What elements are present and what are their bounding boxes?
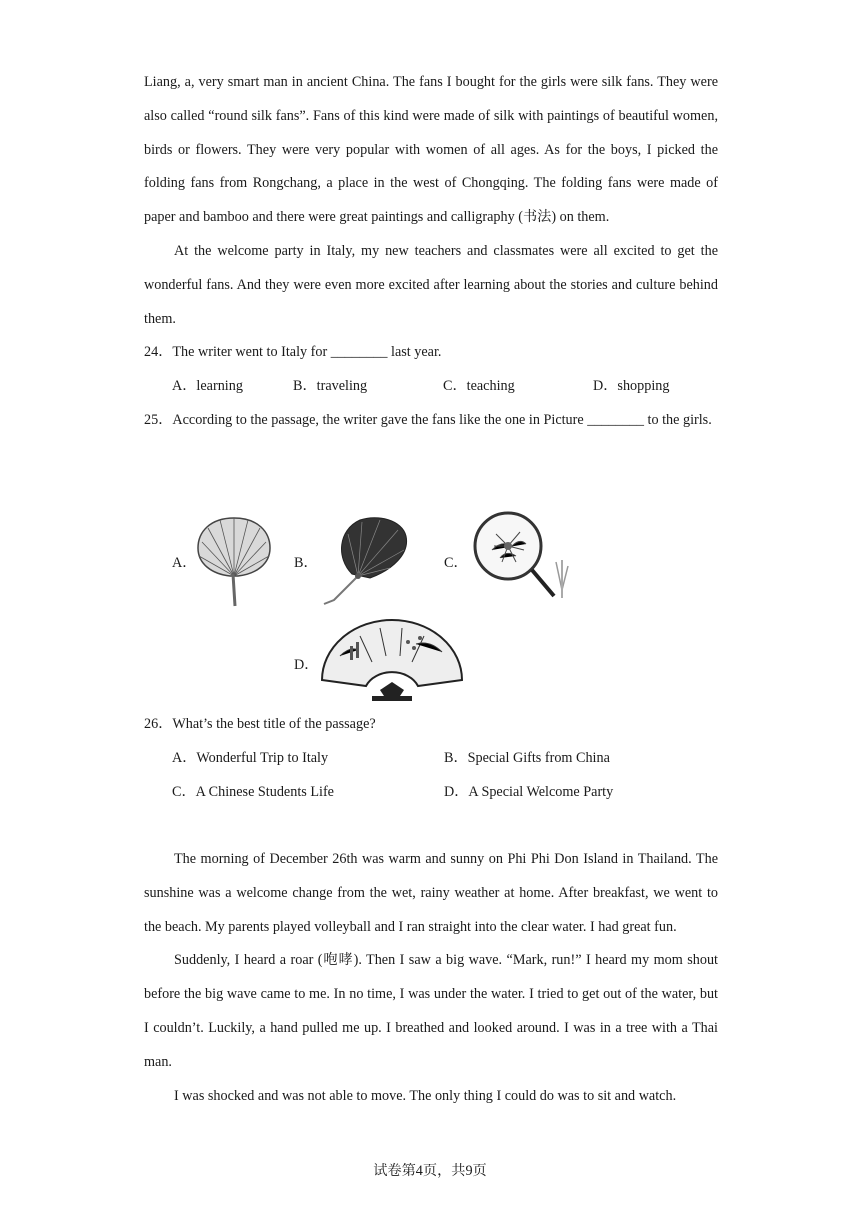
q25-label-c[interactable]: C． <box>444 555 468 571</box>
round-silk-fan-icon[interactable] <box>472 510 572 606</box>
question-26-options-row-2 <box>144 776 718 810</box>
q26-option-c[interactable]: C．A Chinese Students Life <box>172 783 334 800</box>
q26-option-d[interactable]: D．A Special Welcome Party <box>444 783 614 800</box>
palm-leaf-fan-icon[interactable] <box>196 514 272 608</box>
q25-label-b[interactable]: B． <box>294 555 318 571</box>
page-content <box>144 66 718 438</box>
q24-option-b[interactable]: B．traveling <box>293 378 368 395</box>
question-24-options <box>144 370 718 404</box>
feather-fan-icon[interactable] <box>318 514 410 606</box>
page-content-lower <box>144 708 718 809</box>
question-24-stem: 24．The writer went to Italy for ________ last year. <box>144 344 442 361</box>
q26-option-a[interactable]: A．Wonderful Trip to Italy <box>172 749 329 766</box>
question-26-options-row-1 <box>144 742 718 776</box>
passage1-paragraph-1: Liang, a, very smart man in ancient China. The fans I bought for the girls were silk fans. They were also called “round silk fans”. Fans of this kind were made of silk with paintings of beautiful women, birds or flowers. They were very popular with women of all ages. As for the boys, I picked the folding fans from Rongchang, a place in the west of Chongqing. The folding fans were made of paper and bamboo and there were great paintings and calligraphy (书法) on them. <box>144 74 718 226</box>
passage2-paragraph-2: Suddenly, I heard a roar (咆哮). Then I saw a big wave. “Mark, run!” I heard my mom shout before the big wave came to me. In no time, I was under the water. I tried to get out of the water, but I couldn’t. Luckily, a hand pulled me up. I breathed and looked around. I was in a tree with a Thai man. <box>144 952 718 1070</box>
q24-option-d[interactable]: D．shopping <box>593 378 670 395</box>
q26-option-b[interactable]: B．Special Gifts from China <box>444 749 610 766</box>
question-25-stem: 25．According to the passage, the writer gave the fans like the one in Picture ________ to the girls. <box>144 411 712 428</box>
q25-label-a[interactable]: A． <box>172 555 197 571</box>
passage1-paragraph-2: At the welcome party in Italy, my new teachers and classmates were all excited to get the wonderful fans. And they were even more excited after learning about the stories and culture behind them. <box>144 242 718 327</box>
q24-option-c[interactable]: C．teaching <box>443 378 515 395</box>
passage2-paragraph-1: The morning of December 26th was warm and sunny on Phi Phi Don Island in Thailand. The sunshine was a welcome change from the wet, rainy weather at home. After breakfast, we went to the beach. My parents played volleyball and I ran straight into the clear water. I had great fun. <box>144 851 718 935</box>
q24-option-a[interactable]: A．learning <box>172 378 243 395</box>
passage-2 <box>144 843 718 1113</box>
question-26-stem: 26．What’s the best title of the passage? <box>144 716 376 732</box>
page-footer: 试卷第4页，共9页 <box>373 1163 487 1179</box>
q25-label-d[interactable]: D． <box>294 657 319 673</box>
passage2-paragraph-3: I was shocked and was not able to move. The only thing I could do was to sit and watch. <box>174 1087 677 1104</box>
folding-fan-icon[interactable] <box>320 616 464 704</box>
